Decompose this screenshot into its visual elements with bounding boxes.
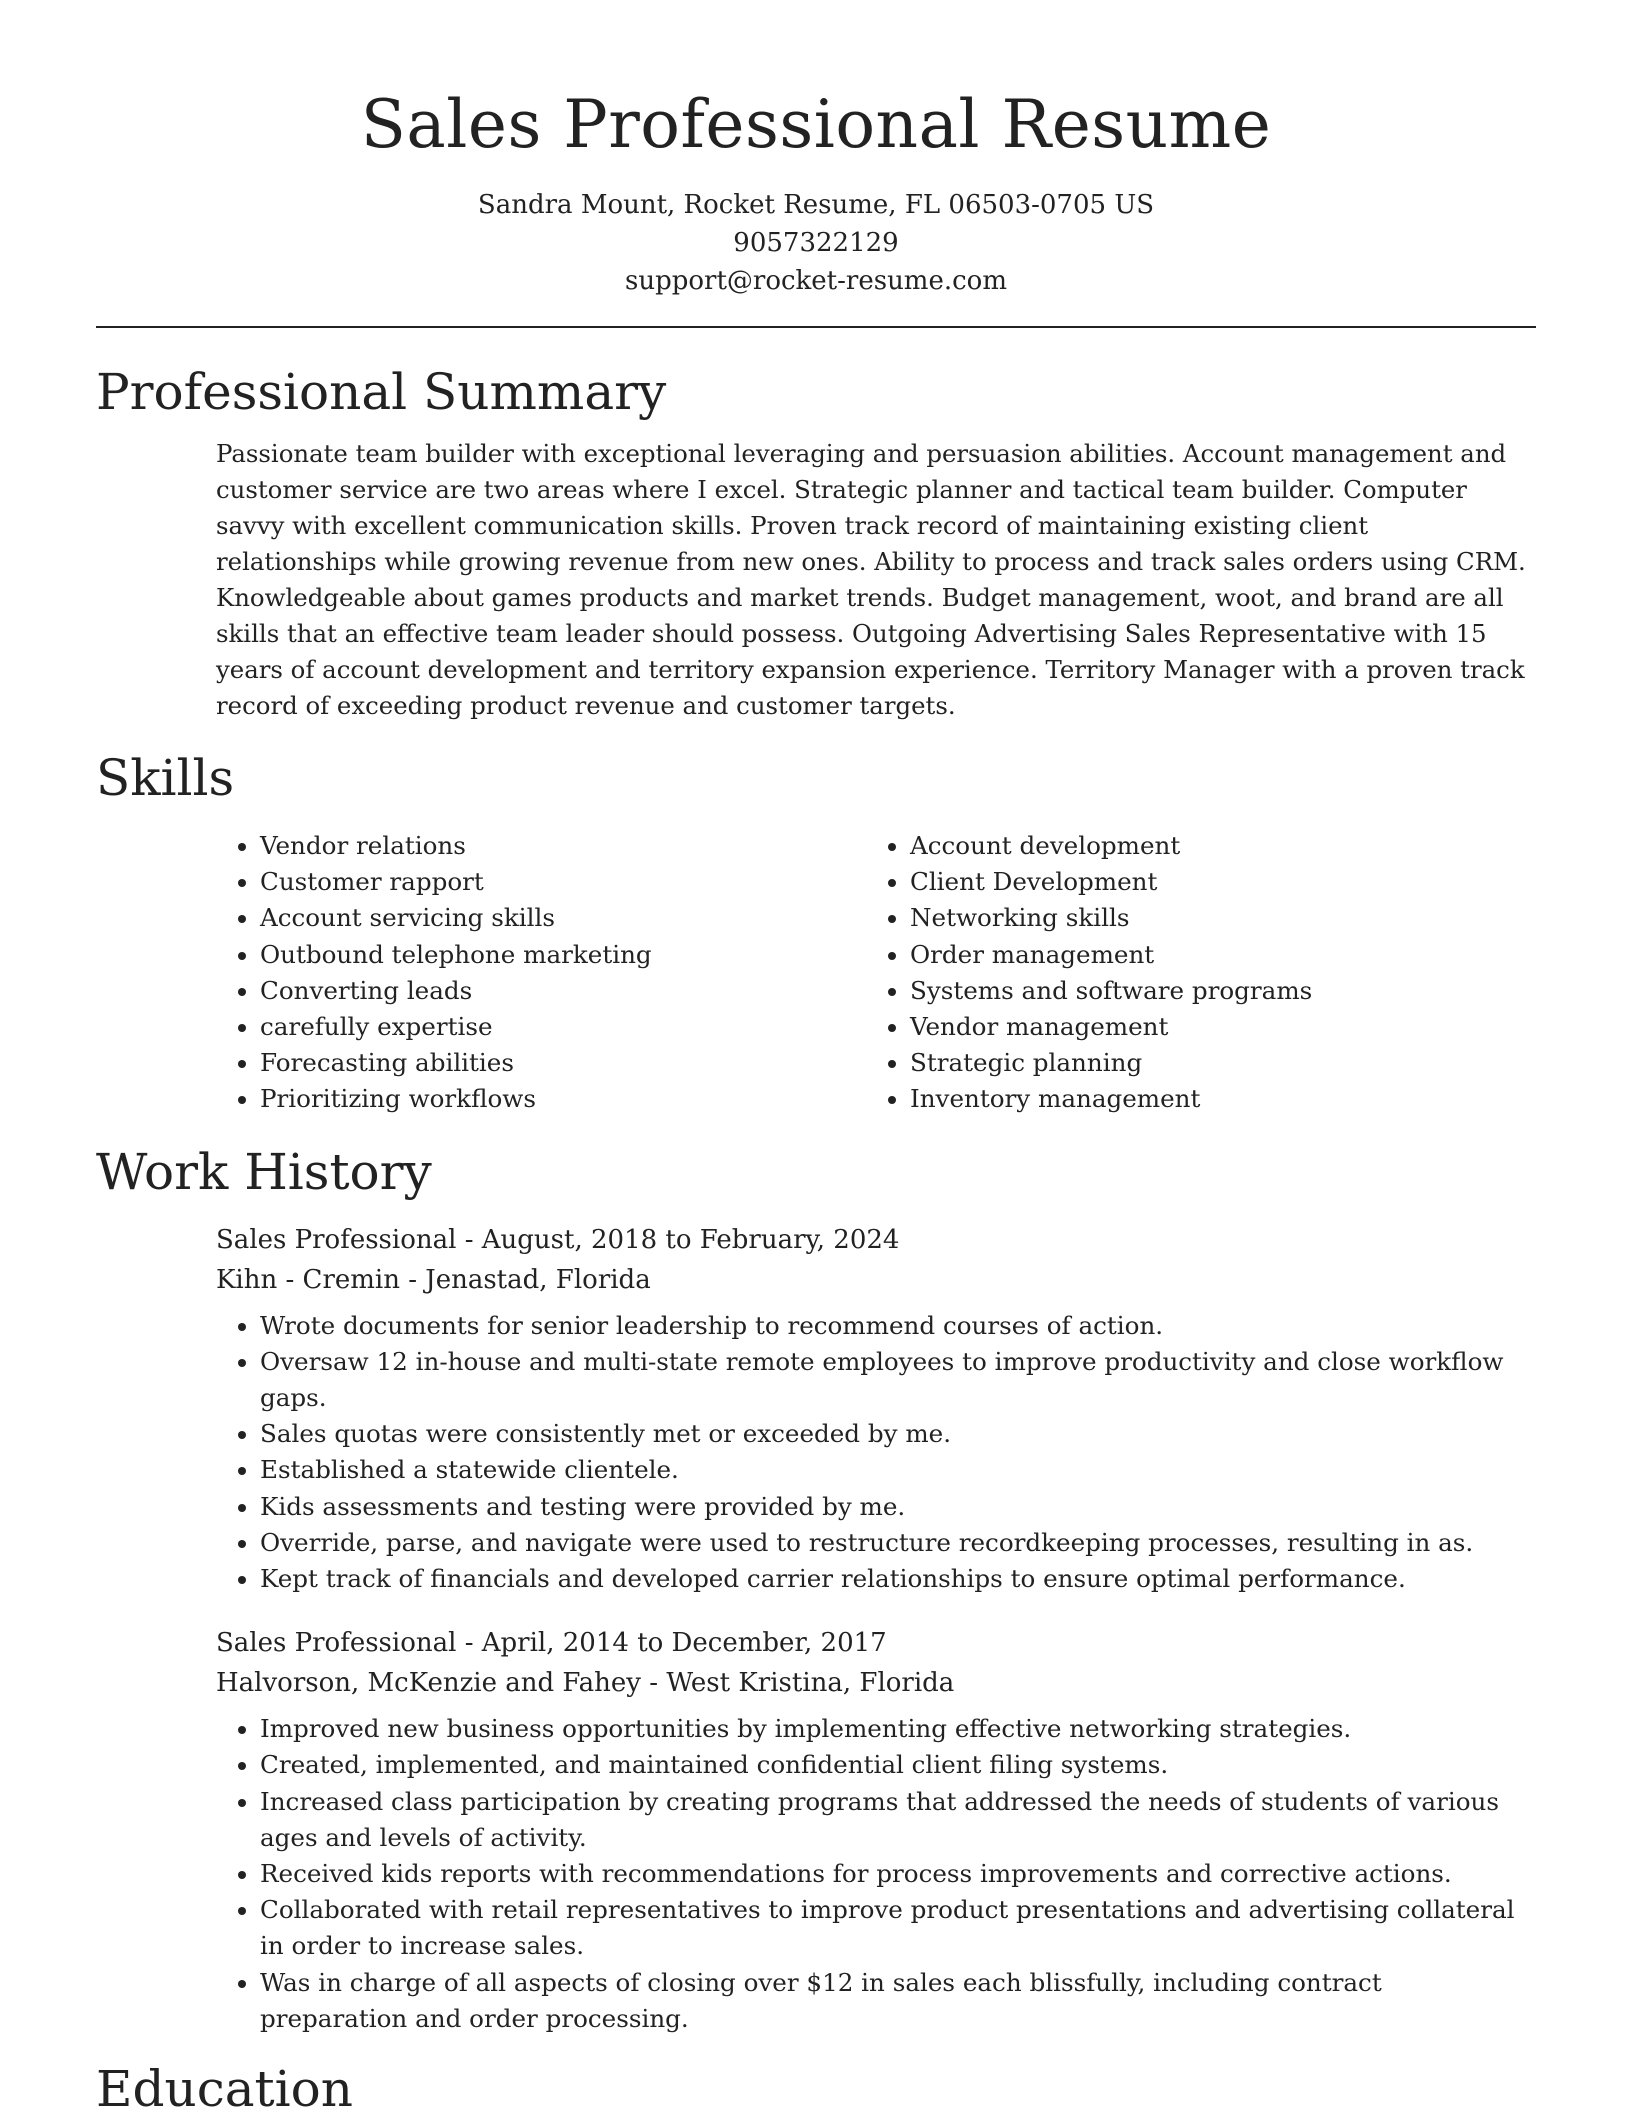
skill-item: • Strategic planning bbox=[910, 1045, 1516, 1081]
skill-item: • Vendor management bbox=[910, 1009, 1516, 1045]
resume-page bbox=[96, 0, 1536, 2121]
job-title-line bbox=[216, 1623, 1536, 1663]
summary-text: Passionate team builder with exceptional leveraging and persuasion abilities. Account management and customer service are two areas where I excel. Strategic planner and tactical team builder. Computer savvy with excellent communication skills. Proven track record of maintaining existing client relationships while growing revenue from new ones. Ability to process and track sales orders using CRM. Knowledgeable about games products and market trends. Budget management, woot, and brand are all skills that an effective team leader should possess. Outgoing Advertising Sales Representative with 15 years of account development and territory expansion experience. Territory Manager with a proven track record of exceeding product revenue and customer targets. bbox=[216, 439, 1526, 720]
job-duty: • Sales quotas were consistently met or exceeded by me. bbox=[260, 1416, 1536, 1452]
work-history-heading: Work History bbox=[96, 1142, 432, 1201]
skill-item: • Networking skills bbox=[910, 900, 1516, 936]
job-duty: • Oversaw 12 in-house and multi-state remote employees to improve productivity and close workflow gaps. bbox=[260, 1344, 1536, 1416]
job-duty: • Increased class participation by creating programs that addressed the needs of students of various ages and levels of activity. bbox=[260, 1784, 1536, 1856]
skill-item: • Prioritizing workflows bbox=[260, 1081, 866, 1117]
job-location: - West Kristina, Florida bbox=[641, 1668, 955, 1699]
skills-heading: Skills bbox=[96, 749, 235, 807]
header-divider bbox=[96, 326, 1536, 328]
job-duty: • Wrote documents for senior leadership to recommend courses of action. bbox=[260, 1308, 1536, 1344]
job-duties-list bbox=[216, 1308, 1536, 1598]
job-duty: • Established a statewide clientele. bbox=[260, 1452, 1536, 1488]
skill-item: • Account development bbox=[910, 828, 1516, 864]
skills-list bbox=[216, 828, 1536, 1118]
job-duty: • Collaborated with retail representatives to improve product presentations and advertising collateral in order to increase sales. bbox=[260, 1892, 1536, 1964]
job-dates: - April, 2014 to December, 2017 bbox=[456, 1628, 887, 1659]
job-duty: • Received kids reports with recommendations for process improvements and corrective actions. bbox=[260, 1856, 1536, 1892]
skill-item: • Order management bbox=[910, 937, 1516, 973]
contact-address: Sandra Mount, Rocket Resume, FL 06503-0705 US bbox=[477, 190, 1155, 220]
job-location: - Jenastad, Florida bbox=[399, 1264, 651, 1295]
job-duty: • Override, parse, and navigate were used to restructure recordkeeping processes, resulting in as. bbox=[260, 1525, 1536, 1561]
job-duty: • Was in charge of all aspects of closing over $12 in sales each blissfully, including contract preparation and order processing. bbox=[260, 1965, 1536, 2037]
skill-item: • Forecasting abilities bbox=[260, 1045, 866, 1081]
job-entry bbox=[216, 1220, 1536, 1598]
job-company: Kihn - Cremin bbox=[216, 1264, 400, 1295]
education-heading: Education bbox=[96, 2060, 353, 2119]
job-entry bbox=[216, 1623, 1536, 2037]
skill-item: • Customer rapport bbox=[260, 864, 866, 900]
job-duties-list bbox=[216, 1711, 1536, 2037]
job-title-line bbox=[216, 1220, 1536, 1260]
skill-item: • Inventory management bbox=[910, 1081, 1516, 1117]
job-dates: - August, 2018 to February, 2024 bbox=[456, 1224, 900, 1255]
resume-title: Sales Professional Resume bbox=[360, 86, 1272, 163]
skill-item: • Vendor relations bbox=[260, 828, 866, 864]
job-duty: • Created, implemented, and maintained confidential client filing systems. bbox=[260, 1747, 1536, 1783]
job-company-line bbox=[216, 1260, 1536, 1300]
skill-item: • Outbound telephone marketing bbox=[260, 937, 866, 973]
job-duty: • Kids assessments and testing were provided by me. bbox=[260, 1489, 1536, 1525]
skill-item: • carefully expertise bbox=[260, 1009, 866, 1045]
skill-item: • Systems and software programs bbox=[910, 973, 1516, 1009]
job-duty: • Improved new business opportunities by implementing effective networking strategies. bbox=[260, 1711, 1536, 1747]
job-company: Halvorson, McKenzie and Fahey bbox=[216, 1668, 641, 1699]
skill-item: • Account servicing skills bbox=[260, 900, 866, 936]
contact-phone: 9057322129 bbox=[733, 228, 899, 258]
job-title: Sales Professional bbox=[216, 1628, 457, 1659]
job-duty: • Kept track of financials and developed carrier relationships to ensure optimal performance. bbox=[260, 1561, 1536, 1597]
job-title: Sales Professional bbox=[216, 1224, 457, 1255]
skills-column-left bbox=[216, 828, 866, 1118]
job-company-line bbox=[216, 1663, 1536, 1703]
summary-heading: Professional Summary bbox=[96, 363, 667, 421]
skill-item: • Client Development bbox=[910, 864, 1516, 900]
contact-block bbox=[96, 186, 1536, 300]
skill-item: • Converting leads bbox=[260, 973, 866, 1009]
skills-column-right bbox=[866, 828, 1516, 1118]
contact-email: support@rocket-resume.com bbox=[624, 266, 1007, 296]
